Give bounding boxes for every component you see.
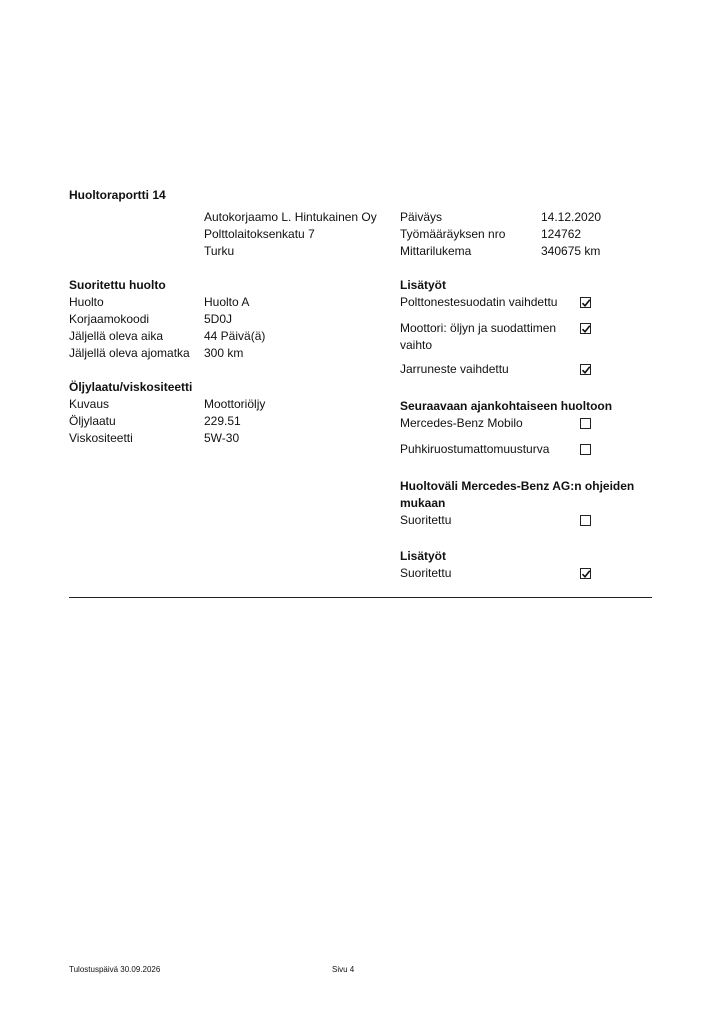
interval-done-checkbox[interactable]: [580, 515, 591, 526]
oil-heading: Öljylaatu/viskositeetti: [69, 380, 193, 394]
date-value: 14.12.2020: [541, 210, 602, 224]
oil-description-value: Moottoriöljy: [204, 397, 266, 411]
workshop-code-value: 5D0J: [204, 312, 233, 326]
page-number: Sivu 4: [332, 965, 355, 974]
extra-work-item-label: vaihto: [400, 338, 433, 352]
extra-work2-heading: Lisätyöt: [400, 549, 447, 563]
date-label: Päiväys: [400, 210, 443, 224]
oil-change-checkbox[interactable]: [580, 323, 591, 334]
workshop-code-label: Korjaamokoodi: [69, 312, 150, 326]
extra-work2-done-checkbox[interactable]: [580, 568, 591, 579]
next-service-item-label: Puhkiruostumattomuusturva: [400, 442, 550, 456]
oil-grade-label: Öljylaatu: [69, 414, 116, 428]
service-heading: Suoritettu huolto: [69, 278, 166, 292]
work-order-label: Työmääräyksen nro: [400, 227, 506, 241]
service-type-value: Huolto A: [204, 295, 250, 309]
oil-description-label: Kuvaus: [69, 397, 110, 411]
checkmark-icon: [581, 324, 591, 334]
extra-work-heading: Lisätyöt: [400, 278, 447, 292]
report-title: Huoltoraportti 14: [69, 188, 166, 202]
remaining-time-value: 44 Päivä(ä): [204, 329, 266, 343]
remaining-distance-value: 300 km: [204, 346, 244, 360]
company-street: Polttolaitoksenkatu 7: [204, 227, 315, 241]
checkmark-icon: [581, 365, 591, 375]
checkmark-icon: [581, 298, 591, 308]
work-order-value: 124762: [541, 227, 582, 241]
next-service-item-label: Mercedes-Benz Mobilo: [400, 416, 523, 430]
viscosity-value: 5W-30: [204, 431, 240, 445]
extra-work-item-label: Polttonestesuodatin vaihdettu: [400, 295, 558, 309]
extra-work2-item-label: Suoritettu: [400, 566, 452, 580]
extra-work-item-label: Jarruneste vaihdettu: [400, 362, 509, 376]
rust-warranty-checkbox[interactable]: [580, 444, 591, 455]
fuel-filter-checkbox[interactable]: [580, 297, 591, 308]
odometer-label: Mittarilukema: [400, 244, 472, 258]
interval-item-label: Suoritettu: [400, 513, 452, 527]
interval-heading: Huoltoväli Mercedes-Benz AG:n ohjeiden: [400, 479, 635, 493]
brake-fluid-checkbox[interactable]: [580, 364, 591, 375]
remaining-distance-label: Jäljellä oleva ajomatka: [69, 346, 190, 360]
interval-heading-cont: mukaan: [400, 496, 446, 510]
viscosity-label: Viskositeetti: [69, 431, 133, 445]
oil-grade-value: 229.51: [204, 414, 241, 428]
extra-work-item-label: Moottori: öljyn ja suodattimen: [400, 321, 557, 335]
checkmark-icon: [581, 569, 591, 579]
next-service-heading: Seuraavaan ajankohtaiseen huoltoon: [400, 399, 613, 413]
remaining-time-label: Jäljellä oleva aika: [69, 329, 164, 343]
company-name: Autokorjaamo L. Hintukainen Oy: [204, 210, 377, 224]
section-divider: [69, 597, 652, 598]
company-city: Turku: [204, 244, 235, 258]
service-type-label: Huolto: [69, 295, 104, 309]
mobilo-checkbox[interactable]: [580, 418, 591, 429]
odometer-value: 340675 km: [541, 244, 601, 258]
print-date: Tulostuspäivä 30.09.2026: [69, 965, 161, 974]
